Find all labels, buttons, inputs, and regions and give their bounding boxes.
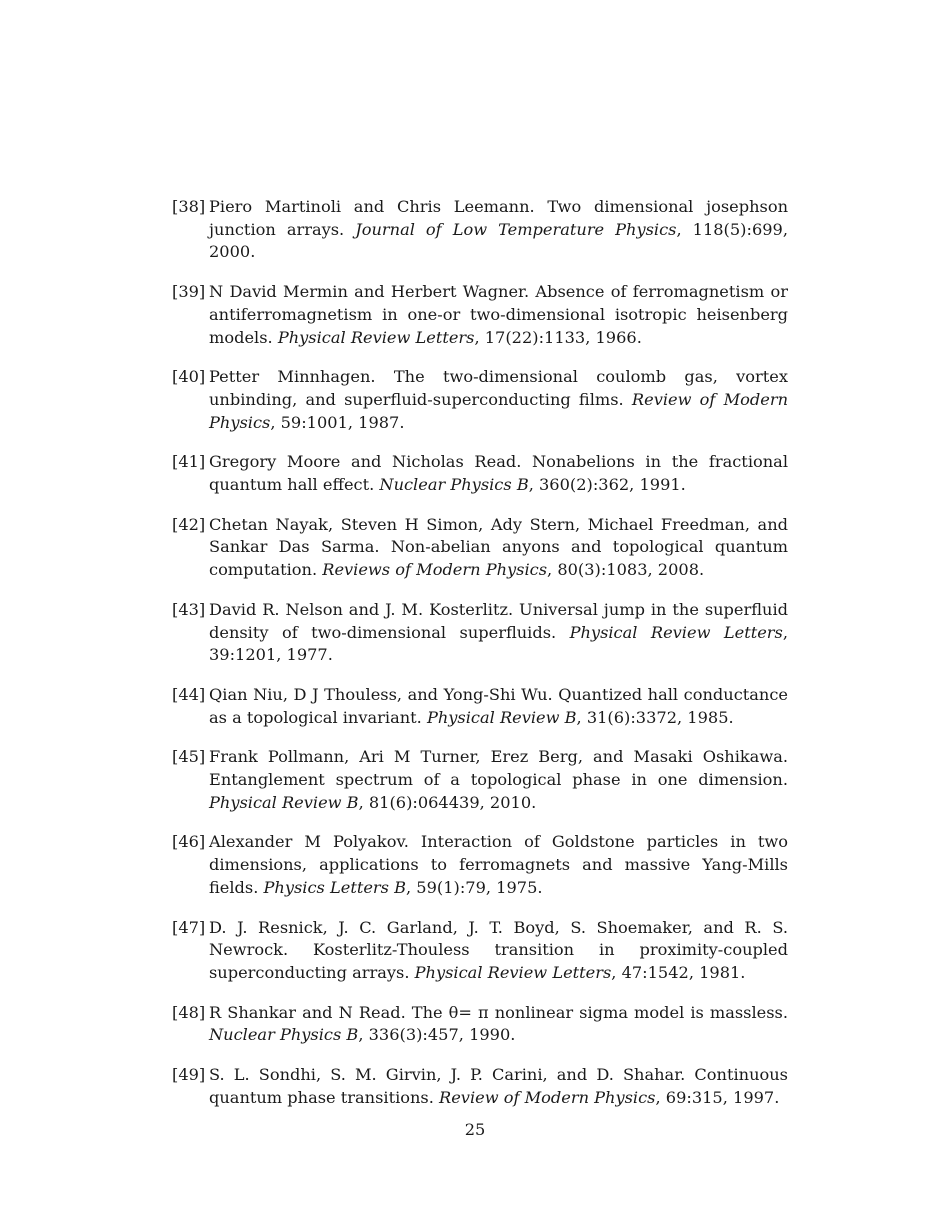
reference-46 xyxy=(172,831,788,899)
reference-body xyxy=(209,599,788,667)
reference-text: D. J. Resnick, J. C. Garland, J. T. Boyd, S. Shoemaker, and R. S. Newrock. Kosterlitz-Thouless transition in proximity-coupled superconducting arrays. xyxy=(209,917,788,982)
reference-body xyxy=(209,917,788,985)
reference-49 xyxy=(172,1064,788,1109)
reference-body xyxy=(209,1064,788,1109)
reference-text: Alexander M Polyakov. Interaction of Goldstone particles in two dimensions, applications to ferromagnets and massive Yang-Mills fields. xyxy=(209,832,788,897)
reference-47 xyxy=(172,917,788,985)
reference-body xyxy=(209,1002,788,1047)
reference-40 xyxy=(172,366,788,434)
reference-body xyxy=(209,196,788,264)
reference-journal: Reviews of Modern Physics xyxy=(322,560,548,580)
reference-journal: Physical Review Letters xyxy=(569,622,783,642)
reference-details: , 59(1):79, 1975. xyxy=(406,877,543,897)
reference-details: , 59:1001, 1987. xyxy=(270,412,405,432)
reference-number: [38] xyxy=(172,197,206,216)
reference-number: [44] xyxy=(172,684,206,704)
reference-details: , 31(6):3372, 1985. xyxy=(576,707,734,727)
reference-text: Petter Minnhagen. The two-dimensional coulomb gas, vortex unbinding, and superfluid-superconducting films. xyxy=(209,367,788,409)
reference-body xyxy=(209,366,788,434)
reference-journal: Physical Review B xyxy=(426,707,577,727)
reference-text: Frank Pollmann, Ari M Turner, Erez Berg, and Masaki Oshikawa. Entanglement spectrum of a topological phase in one dimension. xyxy=(209,747,788,790)
reference-details: , 118(5):699, 2000. xyxy=(209,219,788,262)
reference-38 xyxy=(172,196,788,264)
reference-journal: Nuclear Physics B xyxy=(379,475,529,495)
reference-number: [45] xyxy=(172,747,206,767)
bibliography-list xyxy=(172,196,788,1127)
reference-42 xyxy=(172,514,788,582)
reference-text: Piero Martinoli and Chris Leemann. Two dimensional josephson junction arrays. xyxy=(209,197,788,239)
reference-journal: Review of Modern Physics xyxy=(209,389,789,432)
reference-text: R Shankar and N Read. The θ= π nonlinear sigma model is massless. xyxy=(209,1002,788,1022)
reference-details: , 47:1542, 1981. xyxy=(611,962,746,982)
reference-body xyxy=(209,746,788,814)
reference-details: , 69:315, 1997. xyxy=(655,1087,780,1107)
reference-43 xyxy=(172,599,788,667)
reference-details: , 81(6):064439, 2010. xyxy=(358,792,537,812)
reference-journal: Physics Letters B xyxy=(263,877,407,897)
reference-number: [49] xyxy=(172,1065,206,1085)
reference-number: [41] xyxy=(172,452,206,472)
page-number: 25 xyxy=(464,1120,486,1139)
reference-45 xyxy=(172,746,788,814)
reference-body xyxy=(209,281,788,349)
reference-39 xyxy=(172,281,788,349)
reference-body xyxy=(209,684,788,729)
reference-text: Gregory Moore and Nicholas Read. Nonabelions in the fractional quantum hall effect. xyxy=(209,452,788,495)
reference-text: N David Mermin and Herbert Wagner. Absence of ferromagnetism or antiferromagnetism in one-or two-dimensional isotropic heisenberg models. xyxy=(209,282,788,347)
reference-number: [43] xyxy=(172,599,206,619)
reference-number: [46] xyxy=(172,832,206,852)
reference-body xyxy=(209,514,788,582)
reference-journal: Physical Review Letters xyxy=(277,327,475,347)
reference-details: , 39:1201, 1977. xyxy=(209,622,788,665)
reference-details: , 360(2):362, 1991. xyxy=(528,475,686,495)
reference-text: Qian Niu, D J Thouless, and Yong-Shi Wu. Quantized hall conductance as a topological invariant. xyxy=(209,684,788,727)
reference-details: , 17(22):1133, 1966. xyxy=(474,327,642,347)
reference-number: [39] xyxy=(172,282,206,302)
reference-journal: Nuclear Physics B xyxy=(209,1025,359,1045)
reference-body xyxy=(209,451,788,496)
reference-41 xyxy=(172,451,788,496)
reference-journal: Journal of Low Temperature Physics xyxy=(355,219,677,239)
reference-number: [40] xyxy=(172,367,206,387)
reference-44 xyxy=(172,684,788,729)
reference-number: [42] xyxy=(172,514,206,534)
reference-text: David R. Nelson and J. M. Kosterlitz. Universal jump in the superfluid density of two-dimensional superfluids. xyxy=(209,599,788,642)
reference-number: [47] xyxy=(172,917,206,937)
reference-journal: Physical Review B xyxy=(209,792,359,812)
reference-text: Chetan Nayak, Steven H Simon, Ady Stern, Michael Freedman, and Sankar Das Sarma. Non-abelian anyons and topological quantum computation. xyxy=(209,514,788,580)
reference-body xyxy=(209,831,788,899)
reference-number: [48] xyxy=(172,1002,206,1022)
reference-details: , 80(3):1083, 2008. xyxy=(547,560,705,580)
reference-text: S. L. Sondhi, S. M. Girvin, J. P. Carini, and D. Shahar. Continuous quantum phase transitions. xyxy=(209,1065,788,1107)
reference-details: , 336(3):457, 1990. xyxy=(358,1025,516,1045)
reference-journal: Physical Review Letters xyxy=(414,962,612,982)
reference-journal: Review of Modern Physics xyxy=(439,1087,656,1107)
reference-48 xyxy=(172,1002,788,1047)
